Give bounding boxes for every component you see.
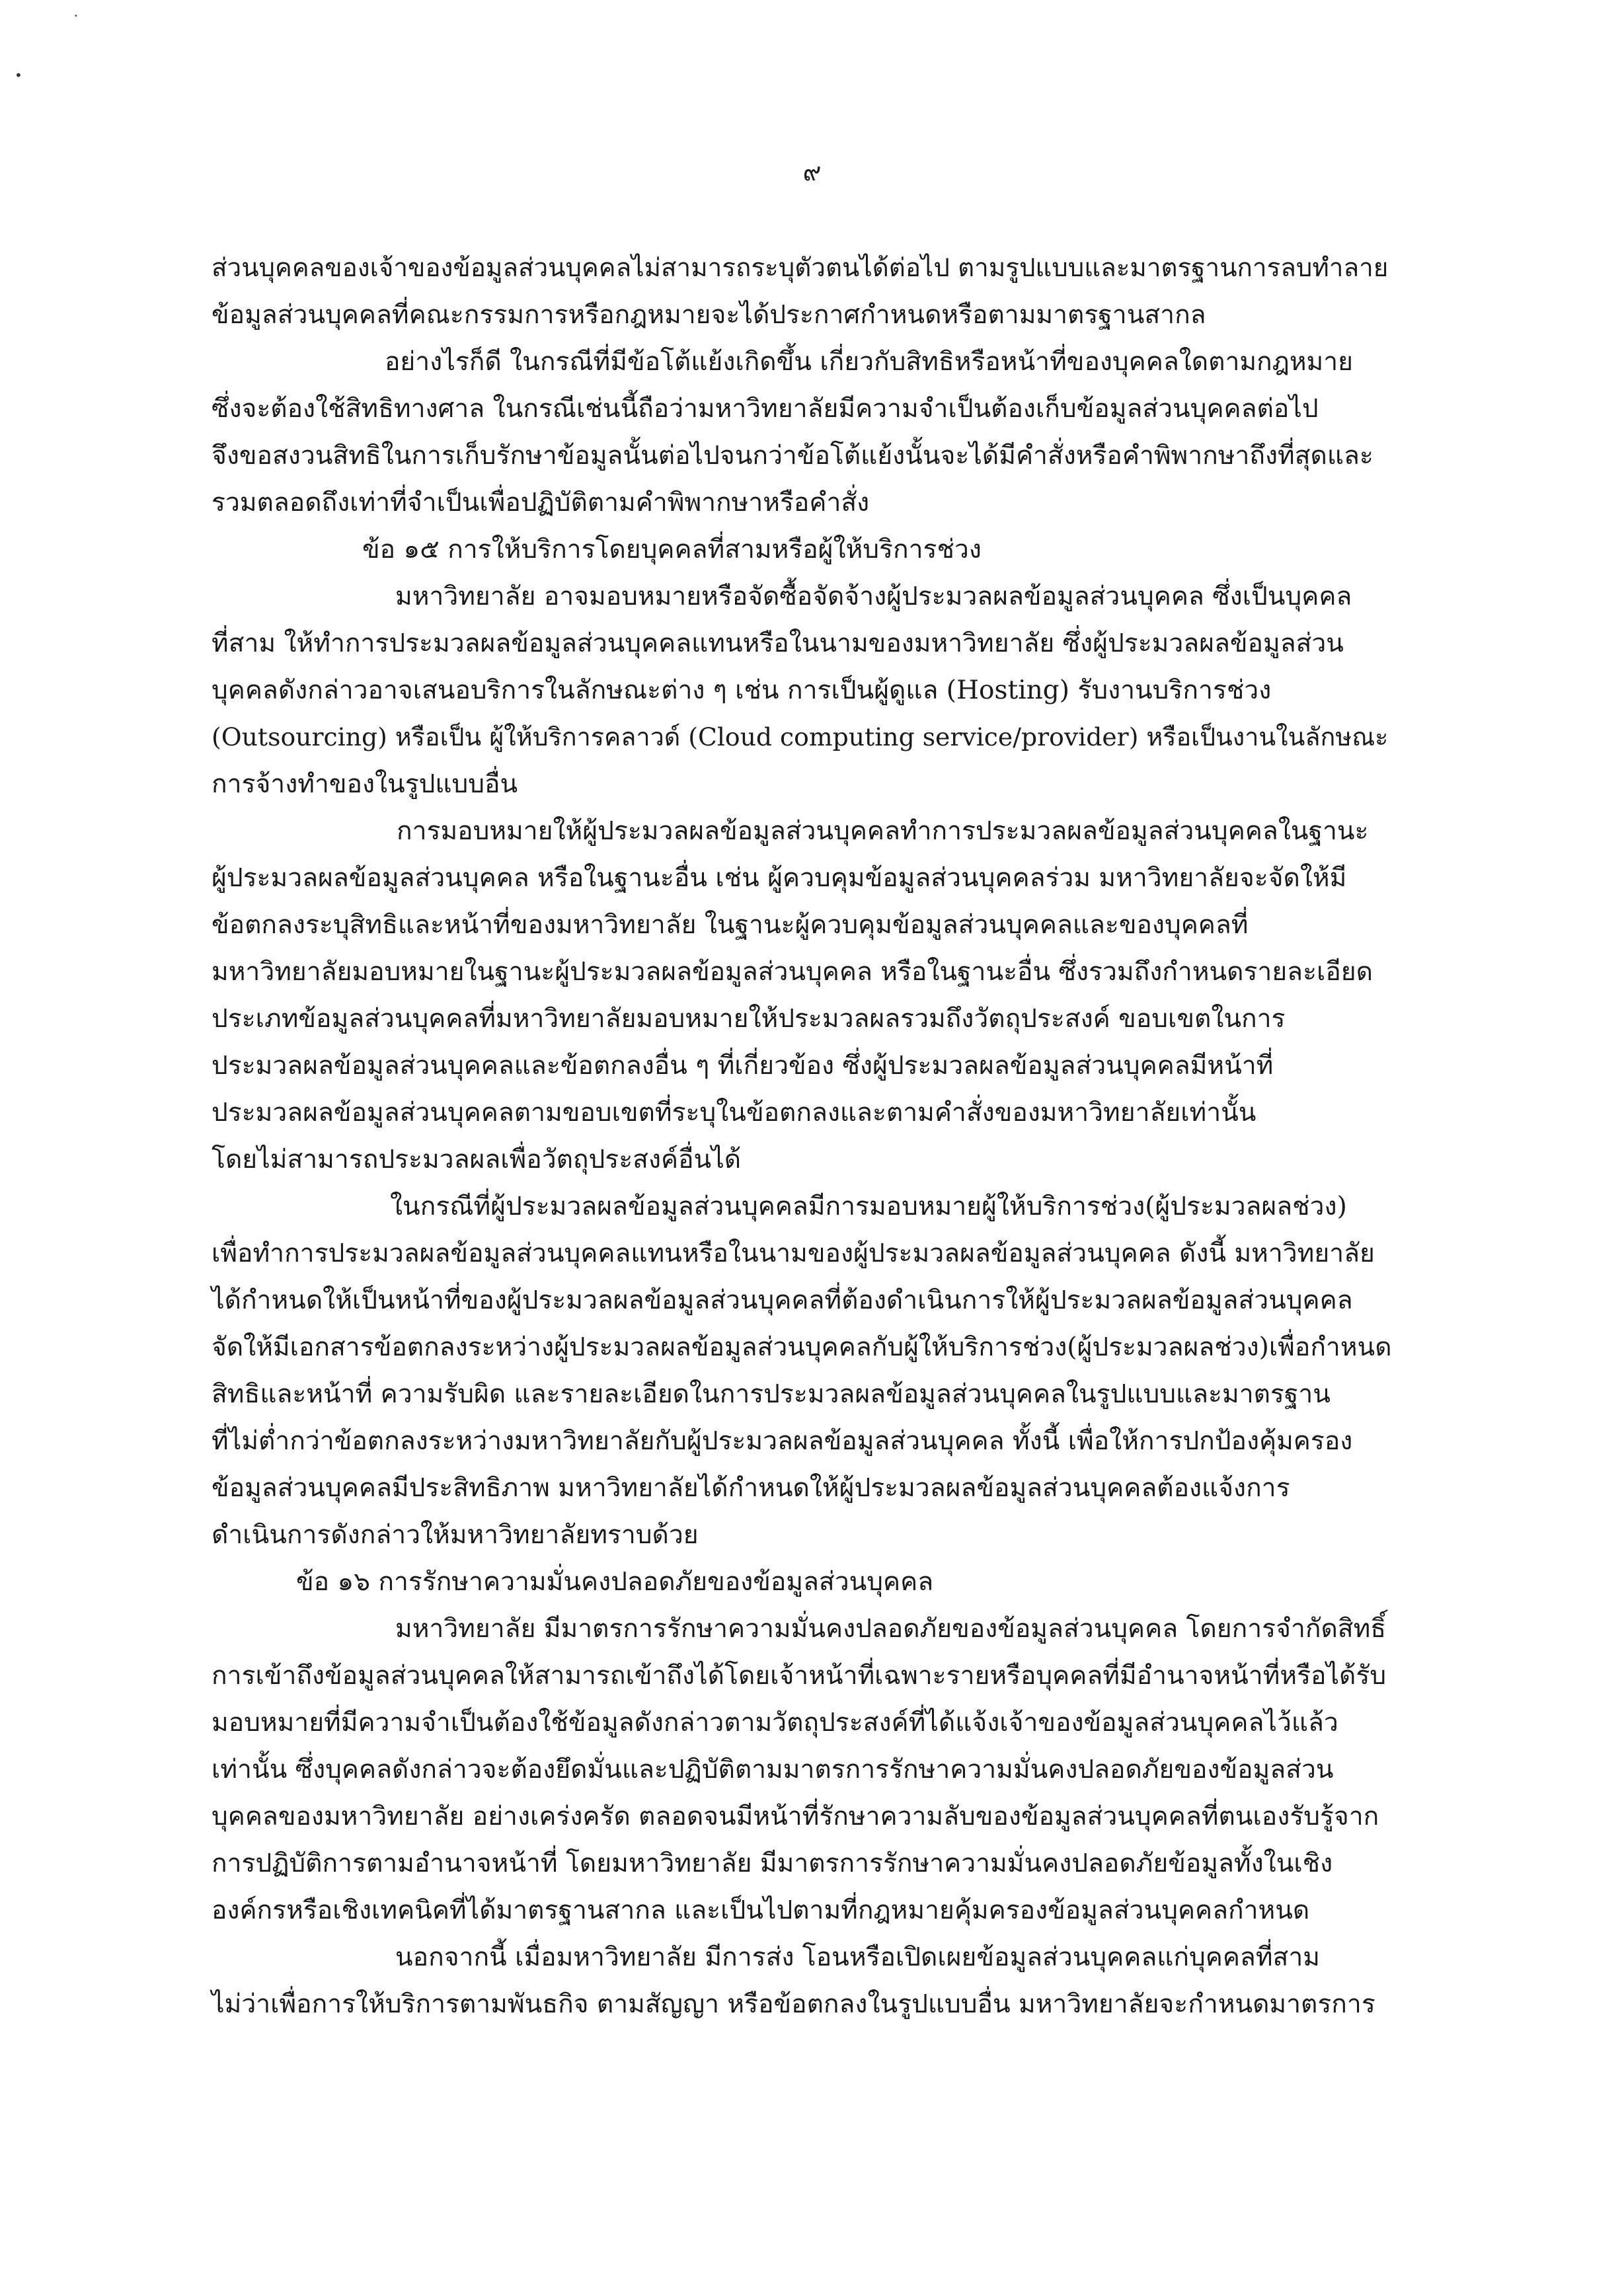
- paragraph-line: ซึ่งจะต้องใช้สิทธิทางศาล ในกรณีเช่นนี้ถือว่ามหาวิทยาลัยมีความจำเป็นต้องเก็บข้อมูลส่วนบุคคลต่อไป: [212, 394, 1319, 424]
- paragraph-line: (Outsourcing) หรือเป็น ผู้ให้บริการคลาวด์ (Cloud computing service/provider) หรือเป็นงานในลักษณะ: [212, 722, 1389, 751]
- paragraph-line: ที่ไม่ต่ำกว่าข้อตกลงระหว่างมหาวิทยาลัยกับผู้ประมวลผลข้อมูลส่วนบุคคล ทั้งนี้ เพื่อให้การปกป้องคุ้มครอง: [212, 1426, 1353, 1456]
- paragraph-line: ข้อตกลงระบุสิทธิและหน้าที่ของมหาวิทยาลัย ในฐานะผู้ควบคุมข้อมูลส่วนบุคคลและของบุคคลที่: [212, 910, 1249, 940]
- paragraph-line: ข้อมูลส่วนบุคคลมีประสิทธิภาพ มหาวิทยาลัยได้กำหนดให้ผู้ประมวลผลข้อมูลส่วนบุคคลต้องแจ้งการ: [212, 1473, 1290, 1503]
- paragraph-line: การมอบหมายให้ผู้ประมวลผลข้อมูลส่วนบุคคลทำการประมวลผลข้อมูลส่วนบุคคลในฐานะ: [397, 816, 1369, 846]
- document-body: [212, 245, 1395, 2028]
- paragraph-line: สิทธิและหน้าที่ ความรับผิด และรายละเอียดในการประมวลผลข้อมูลส่วนบุคคลในรูปแบบและมาตรฐาน: [212, 1379, 1331, 1409]
- paragraph-line: รวมตลอดถึงเท่าที่จำเป็นเพื่อปฏิบัติตามคำพิพากษาหรือคำสั่ง: [212, 488, 870, 517]
- paragraph-line: ที่สาม ให้ทำการประมวลผลข้อมูลส่วนบุคคลแทนหรือในนามของมหาวิทยาลัย ซึ่งผู้ประมวลผลข้อมูลส่วน: [212, 629, 1344, 658]
- scan-speck: •: [15, 67, 22, 83]
- paragraph-line: เพื่อทำการประมวลผลข้อมูลส่วนบุคคลแทนหรือในนามของผู้ประมวลผลข้อมูลส่วนบุคคล ดังนี้ มหาวิทยาลัย: [212, 1239, 1375, 1268]
- paragraph-line: ดำเนินการดังกล่าวให้มหาวิทยาลัยทราบด้วย: [212, 1520, 699, 1550]
- section-heading-15: ข้อ ๑๕ การให้บริการโดยบุคคลที่สามหรือผู้ให้บริการช่วง: [362, 535, 982, 564]
- paragraph-line: มหาวิทยาลัย อาจมอบหมายหรือจัดซื้อจัดจ้างผู้ประมวลผลข้อมูลส่วนบุคคล ซึ่งเป็นบุคคล: [395, 582, 1352, 611]
- paragraph-line: ประเภทข้อมูลส่วนบุคคลที่มหาวิทยาลัยมอบหมายให้ประมวลผลรวมถึงวัตถุประสงค์ ขอบเขตในการ: [212, 1004, 1286, 1034]
- paragraph-line: การเข้าถึงข้อมูลส่วนบุคคลให้สามารถเข้าถึงได้โดยเจ้าหน้าที่เฉพาะรายหรือบุคคลที่มีอำนาจหน้าที่หรือได้รับ: [212, 1661, 1387, 1691]
- paragraph-line: ไม่ว่าเพื่อการให้บริการตามพันธกิจ ตามสัญญา หรือข้อตกลงในรูปแบบอื่น มหาวิทยาลัยจะกำหนดมาตรการ: [212, 1989, 1375, 2019]
- scan-speck: ˑ: [74, 9, 79, 25]
- page-number: ๙: [802, 157, 822, 186]
- section-heading-16: ข้อ ๑๖ การรักษาความมั่นคงปลอดภัยของข้อมูลส่วนบุคคล: [296, 1567, 934, 1597]
- paragraph-line: จึงขอสงวนสิทธิในการเก็บรักษาข้อมูลนั้นต่อไปจนกว่าข้อโต้แย้งนั้นจะได้มีคำสั่งหรือคำพิพากษาถึงที่สุดและ: [212, 441, 1373, 471]
- paragraph-line: การปฏิบัติการตามอำนาจหน้าที่ โดยมหาวิทยาลัย มีมาตรการรักษาความมั่นคงปลอดภัยข้อมูลทั้งในเชิง: [212, 1849, 1333, 1878]
- paragraph-line: อย่างไรก็ดี ในกรณีที่มีข้อโต้แย้งเกิดขึ้น เกี่ยวกับสิทธิหรือหน้าที่ของบุคคลใดตามกฎหมาย: [385, 347, 1354, 377]
- paragraph-line: มอบหมายที่มีความจำเป็นต้องใช้ข้อมูลดังกล่าวตามวัตถุประสงค์ที่ได้แจ้งเจ้าของข้อมูลส่วนบุคคลไว้แล้ว: [212, 1708, 1338, 1738]
- paragraph-line: มหาวิทยาลัยมอบหมายในฐานะผู้ประมวลผลข้อมูลส่วนบุคคล หรือในฐานะอื่น ซึ่งรวมถึงกำหนดรายละเอียด: [212, 957, 1373, 987]
- paragraph-line: ผู้ประมวลผลข้อมูลส่วนบุคคล หรือในฐานะอื่น เช่น ผู้ควบคุมข้อมูลส่วนบุคคลร่วม มหาวิทยาลัยจะจัดให้มี: [212, 863, 1347, 893]
- paragraph-line: มหาวิทยาลัย มีมาตรการรักษาความมั่นคงปลอดภัยของข้อมูลส่วนบุคคล โดยการจำกัดสิทธิ์: [395, 1614, 1387, 1644]
- paragraph-line: บุคคลดังกล่าวอาจเสนอบริการในลักษณะต่าง ๆ เช่น การเป็นผู้ดูแล (Hosting) รับงานบริการช่วง: [212, 675, 1272, 705]
- paragraph-line: ประมวลผลข้อมูลส่วนบุคคลตามขอบเขตที่ระบุในข้อตกลงและตามคำสั่งของมหาวิทยาลัยเท่านั้น: [212, 1098, 1257, 1128]
- paragraph-line: ส่วนบุคคลของเจ้าของข้อมูลส่วนบุคคลไม่สามารถระบุตัวตนได้ต่อไป ตามรูปแบบและมาตรฐานการลบทำลาย: [212, 253, 1389, 283]
- paragraph-line: ประมวลผลข้อมูลส่วนบุคคลและข้อตกลงอื่น ๆ ที่เกี่ยวข้อง ซึ่งผู้ประมวลผลข้อมูลส่วนบุคคลมีหน้าที่: [212, 1051, 1274, 1081]
- paragraph-line: ในกรณีที่ผู้ประมวลผลข้อมูลส่วนบุคคลมีการมอบหมายผู้ให้บริการช่วง(ผู้ประมวลผลช่วง): [390, 1192, 1347, 1221]
- paragraph-line: โดยไม่สามารถประมวลผลเพื่อวัตถุประสงค์อื่นได้: [212, 1145, 742, 1174]
- paragraph-line: จัดให้มีเอกสารข้อตกลงระหว่างผู้ประมวลผลข้อมูลส่วนบุคคลกับผู้ให้บริการช่วง(ผู้ประมวลผลช่วง)เพื่อกำหนด: [212, 1332, 1392, 1362]
- paragraph-line: ข้อมูลส่วนบุคคลที่คณะกรรมการหรือกฎหมายจะได้ประกาศกำหนดหรือตามมาตรฐานสากล: [212, 300, 1206, 330]
- paragraph-line: บุคคลของมหาวิทยาลัย อย่างเคร่งครัด ตลอดจนมีหน้าที่รักษาความลับของข้อมูลส่วนบุคคลที่ตนเองรับรู้จาก: [212, 1802, 1379, 1831]
- paragraph-line: การจ้างทำของในรูปแบบอื่น: [212, 769, 518, 799]
- paragraph-line: นอกจากนี้ เมื่อมหาวิทยาลัย มีการส่ง โอนหรือเปิดเผยข้อมูลส่วนบุคคลแก่บุคคลที่สาม: [395, 1942, 1320, 1972]
- paragraph-line: เท่านั้น ซึ่งบุคคลดังกล่าวจะต้องยึดมั่นและปฏิบัติตามมาตรการรักษาความมั่นคงปลอดภัยของข้อมูลส่วน: [212, 1755, 1334, 1784]
- paragraph-line: ได้กำหนดให้เป็นหน้าที่ของผู้ประมวลผลข้อมูลส่วนบุคคลที่ต้องดำเนินการให้ผู้ประมวลผลข้อมูลส่วนบุคคล: [212, 1285, 1353, 1315]
- paragraph-line: องค์กรหรือเชิงเทคนิคที่ได้มาตรฐานสากล และเป็นไปตามที่กฎหมายคุ้มครองข้อมูลส่วนบุคคลกำหนด: [212, 1895, 1310, 1925]
